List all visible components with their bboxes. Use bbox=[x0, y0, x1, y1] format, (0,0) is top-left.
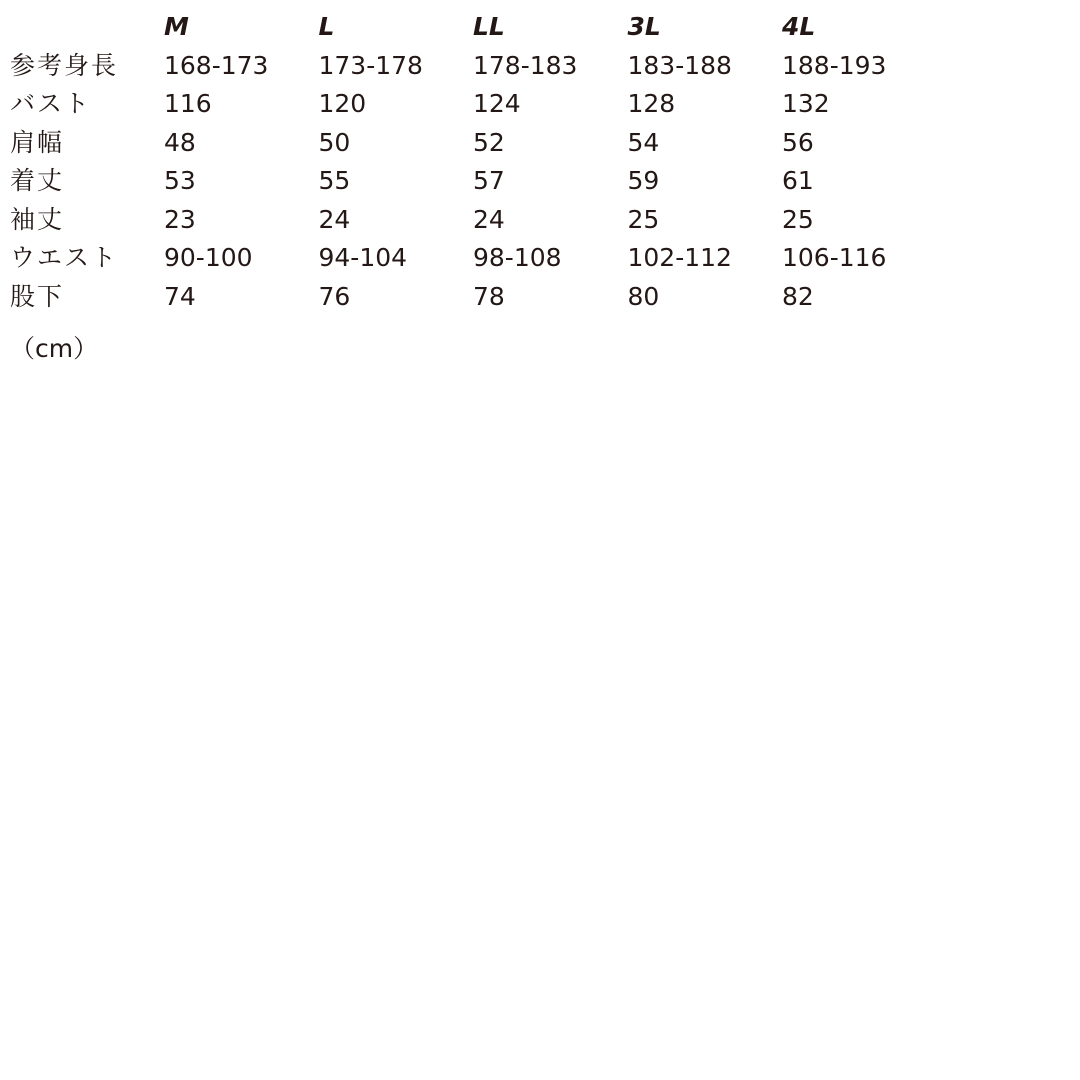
table-cell: 52 bbox=[473, 127, 505, 157]
row-label-shoulder-width: 肩幅 bbox=[10, 127, 65, 157]
table-cell: 120 bbox=[318, 89, 367, 118]
table-cell: 24 bbox=[473, 204, 505, 234]
table-cell: 25 bbox=[782, 204, 814, 234]
table-cell: 54 bbox=[627, 127, 660, 157]
size-header-l: L bbox=[318, 12, 335, 41]
table-cell: 178-183 bbox=[473, 50, 578, 80]
table-row-reference-height bbox=[10, 47, 937, 86]
table-cell: 106-116 bbox=[782, 243, 887, 272]
table-row-bust bbox=[10, 85, 937, 124]
table-cell: 102-112 bbox=[627, 243, 732, 272]
table-cell: 188-193 bbox=[782, 50, 887, 80]
table-cell: 56 bbox=[782, 127, 814, 157]
row-label-inseam: 股下 bbox=[10, 281, 65, 311]
table-cell: 57 bbox=[473, 166, 505, 195]
size-header-m: M bbox=[164, 12, 189, 41]
table-cell: 59 bbox=[627, 166, 660, 195]
table-cell: 24 bbox=[318, 204, 351, 234]
size-header-3l: 3L bbox=[627, 12, 661, 41]
table-cell: 168-173 bbox=[164, 50, 269, 80]
table-cell: 74 bbox=[164, 281, 196, 311]
table-cell: 23 bbox=[164, 204, 196, 234]
table-cell: 76 bbox=[318, 281, 351, 311]
table-row-length bbox=[10, 162, 937, 201]
table-cell: 80 bbox=[627, 281, 660, 311]
table-row-sleeve-length bbox=[10, 201, 937, 240]
table-cell: 82 bbox=[782, 281, 814, 311]
table-row-inseam bbox=[10, 278, 937, 317]
table-cell: 48 bbox=[164, 127, 196, 157]
table-cell: 90-100 bbox=[164, 243, 253, 272]
table-row-shoulder-width bbox=[10, 124, 937, 163]
size-chart-table bbox=[10, 8, 937, 316]
table-cell: 173-178 bbox=[318, 50, 423, 80]
row-label-waist: ウエスト bbox=[10, 243, 119, 272]
table-cell: 50 bbox=[318, 127, 351, 157]
unit-note: （cm） bbox=[10, 334, 99, 363]
table-cell: 25 bbox=[627, 204, 660, 234]
table-cell: 94-104 bbox=[318, 243, 408, 272]
table-cell: 61 bbox=[782, 166, 814, 195]
table-cell: 183-188 bbox=[627, 50, 732, 80]
row-label-bust: バスト bbox=[10, 89, 92, 118]
table-cell: 55 bbox=[318, 166, 351, 195]
size-header-4l: 4L bbox=[782, 12, 816, 41]
table-cell: 98-108 bbox=[473, 243, 562, 272]
row-label-sleeve-length: 袖丈 bbox=[10, 204, 65, 234]
size-header-row bbox=[10, 8, 937, 47]
table-cell: 128 bbox=[627, 89, 676, 118]
table-cell: 116 bbox=[164, 89, 212, 118]
table-cell: 53 bbox=[164, 166, 196, 195]
table-cell: 124 bbox=[473, 89, 521, 118]
table-cell: 78 bbox=[473, 281, 505, 311]
row-label-length: 着丈 bbox=[10, 166, 65, 195]
table-row-waist bbox=[10, 239, 937, 278]
header-corner bbox=[10, 8, 164, 47]
row-label-reference-height: 参考身長 bbox=[10, 50, 119, 80]
table-cell: 132 bbox=[782, 89, 830, 118]
size-header-ll: LL bbox=[473, 12, 505, 41]
